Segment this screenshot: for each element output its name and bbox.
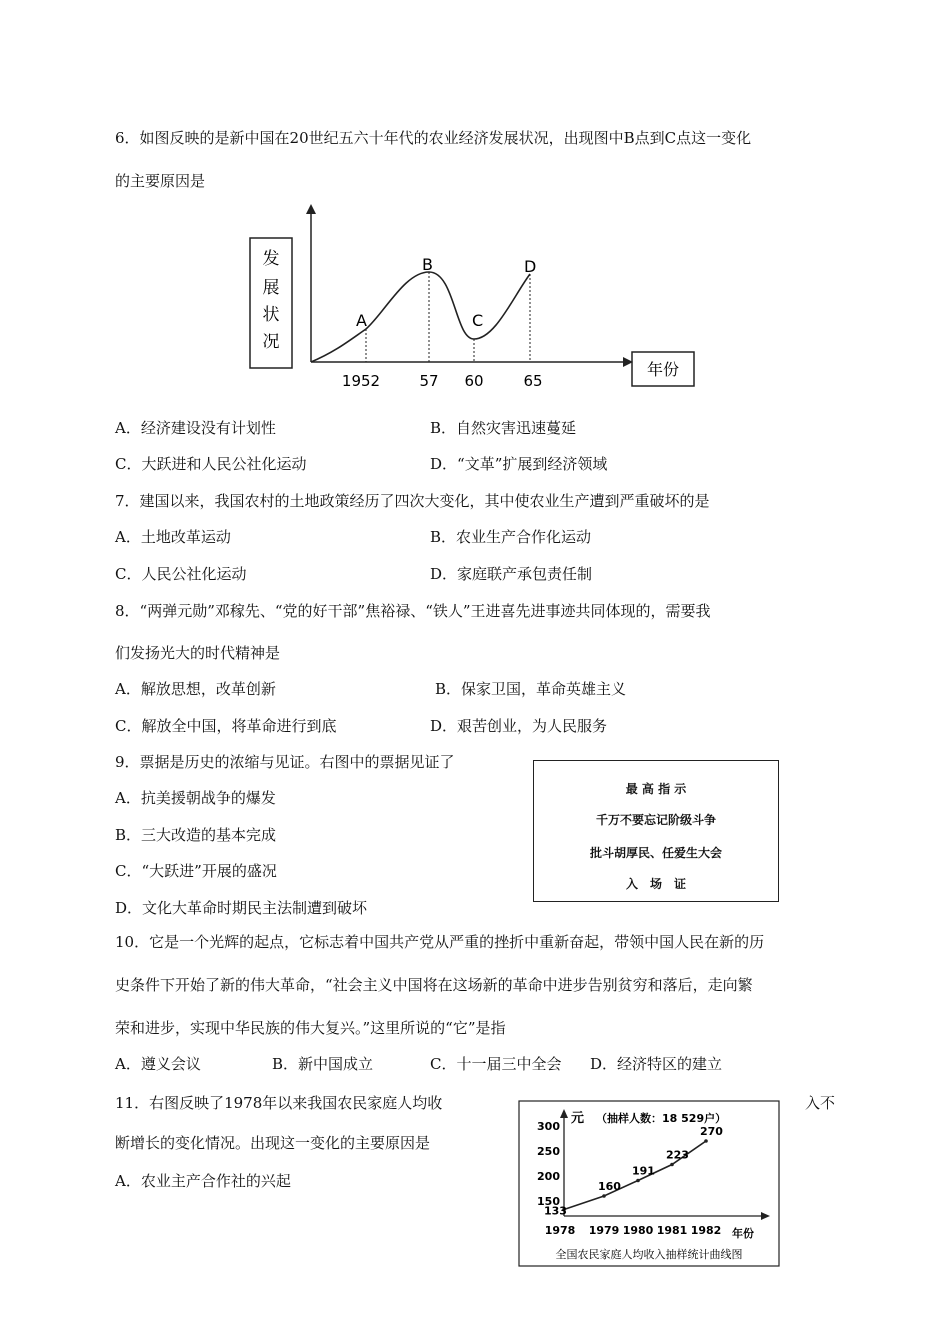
q6-tick-label: 60 — [464, 372, 484, 390]
q11-y-axis-arrow — [560, 1109, 568, 1118]
q6-ylabel-char: 状 — [262, 305, 280, 325]
q9-ticket-image — [533, 760, 779, 902]
q6-development-chart — [245, 202, 705, 392]
q11-data-point — [602, 1194, 606, 1198]
q11-x-ticks — [545, 1224, 722, 1237]
q10-option-c[interactable]: C．十一届三中全会 — [430, 1055, 562, 1073]
q8-option-b[interactable]: B．保家卫国，革命英雄主义 — [435, 680, 627, 698]
q11-data-label: 160 — [598, 1180, 621, 1193]
q11-data-label: 270 — [700, 1125, 723, 1138]
q11-data-point — [636, 1179, 640, 1183]
q11-y-tick-label: 150 — [537, 1195, 560, 1208]
q9-stem: 9．票据是历史的浓缩与见证。右图中的票据见证了 — [115, 753, 455, 771]
q6-point-label-b: B — [422, 255, 433, 274]
q6-point-label-c: C — [472, 311, 484, 330]
q6-y-axis-arrow — [306, 204, 316, 214]
q11-title: 全国农民家庭人均收入抽样统计曲线图 — [555, 1248, 743, 1261]
q6-option-c[interactable]: C．大跃进和人民公社化运动 — [115, 455, 307, 473]
q9-option-d[interactable]: D．文化大革命时期民主法制遭到破坏 — [115, 899, 368, 917]
q11-x-tick-label: 1978 — [544, 1224, 576, 1237]
q9-ticket-line2: 千万不要忘记阶级斗争 — [595, 813, 716, 827]
q11-income-chart — [518, 1100, 780, 1268]
q8-option-c[interactable]: C．解放全中国，将革命进行到底 — [115, 717, 337, 735]
q6-ylabel-char: 发 — [262, 249, 280, 269]
q9-ticket-line3: 批斗胡厚民、任爱生大会 — [589, 846, 722, 860]
q11-stem-line2: 断增长的变化情况。出现这一变化的主要原因是 — [115, 1134, 431, 1152]
q10-stem-line1: 10．它是一个光辉的起点，它标志着中国共产党从严重的挫折中重新奋起，带领中国人民在新的历 — [115, 933, 765, 951]
q11-x-tick-label: 1979 — [588, 1224, 620, 1237]
q11-data-point — [670, 1163, 674, 1167]
q9-option-a[interactable]: A．抗美援朝战争的爆发 — [115, 789, 276, 807]
q9-ticket-line4: 入 场 证 — [625, 877, 686, 891]
q7-stem: 7．建国以来，我国农村的土地政策经历了四次大变化，其中使农业生产遭到严重破坏的是 — [115, 492, 710, 510]
q6-ylabel-char: 况 — [262, 332, 280, 352]
q11-data-label: 191 — [632, 1164, 655, 1178]
q11-stem-line1a: 11．右图反映了1978年以来我国农民家庭人均收 — [115, 1094, 443, 1112]
q11-x-axis-arrow — [761, 1212, 770, 1220]
q6-option-b[interactable]: B．自然灾害迅速蔓延 — [430, 419, 577, 437]
q10-option-a[interactable]: A．遵义会议 — [115, 1055, 201, 1073]
q11-x-tick-label: 1981 — [656, 1224, 688, 1237]
q6-stem-line1: 6．如图反映的是新中国在20世纪五六十年代的农业经济发展状况，出现图中B点到C点这一变化 — [115, 129, 752, 147]
q8-stem-line2: 们发扬光大的时代精神是 — [115, 644, 281, 662]
q6-point-label-a: A — [356, 311, 367, 330]
q7-option-d[interactable]: D．家庭联产承包责任制 — [430, 565, 593, 583]
q9-option-c[interactable]: C．“大跃进”开展的盛况 — [115, 862, 277, 880]
q10-stem-line2: 史条件下开始了新的伟大革命，“社会主义中国将在这场新的革命中进步告别贫穷和落后，走向繁 — [115, 976, 753, 994]
q11-y-tick-label: 300 — [537, 1120, 560, 1133]
q9-ticket-line1: 最 高 指 示 — [625, 782, 687, 796]
q6-ylabel-char: 展 — [262, 278, 280, 298]
q11-y-tick-label: 250 — [537, 1145, 560, 1158]
q8-stem-line1: 8．“两弹元勋”邓稼先、“党的好干部”焦裕禄、“铁人”王进喜先进事迹共同体现的，需要我 — [115, 602, 711, 620]
q11-y-ticks — [537, 1120, 560, 1208]
q11-option-a[interactable]: A．农业主产合作社的兴起 — [115, 1172, 291, 1190]
q11-data-label: 223 — [666, 1148, 689, 1162]
q11-data-point — [704, 1139, 708, 1143]
q11-y-tick-label: 200 — [537, 1170, 560, 1183]
q10-stem-line3: 荣和进步，实现中华民族的伟大复兴。”这里所说的“它”是指 — [115, 1019, 506, 1037]
q6-option-a[interactable]: A．经济建设没有计划性 — [115, 419, 276, 437]
q7-option-c[interactable]: C．人民公社化运动 — [115, 565, 247, 583]
q11-subtitle: （抽样人数：18 529户） — [596, 1112, 727, 1125]
q11-xlabel: 年份 — [732, 1227, 754, 1240]
q10-option-d[interactable]: D．经济特区的建立 — [590, 1055, 723, 1073]
q6-tick-label: 57 — [419, 372, 439, 390]
q10-option-b[interactable]: B．新中国成立 — [272, 1055, 374, 1073]
q11-ylabel: 元 — [571, 1111, 585, 1126]
q11-points — [544, 1125, 723, 1218]
q11-x-tick-label: 1982 — [690, 1224, 722, 1237]
q8-option-d[interactable]: D．艰苦创业，为人民服务 — [430, 717, 608, 735]
q6-point-label-d: D — [524, 257, 537, 276]
q6-tick-label: 65 — [523, 372, 543, 390]
q8-option-a[interactable]: A．解放思想，改革创新 — [115, 680, 276, 698]
q6-stem-line2: 的主要原因是 — [115, 172, 206, 190]
q6-curve — [311, 272, 530, 362]
q7-option-b[interactable]: B．农业生产合作化运动 — [430, 528, 592, 546]
q7-option-a[interactable]: A．土地改革运动 — [115, 528, 231, 546]
q6-option-d[interactable]: D．“文革”扩展到经济领域 — [430, 455, 608, 473]
q11-x-tick-label: 1980 — [622, 1224, 654, 1237]
q11-stem-line1b: 入不 — [805, 1094, 836, 1112]
q9-option-b[interactable]: B．三大改造的基本完成 — [115, 826, 277, 844]
q11-data-label: 133 — [544, 1204, 567, 1218]
q6-tick-label: 1952 — [341, 372, 381, 390]
q6-xlabel: 年份 — [646, 360, 680, 379]
